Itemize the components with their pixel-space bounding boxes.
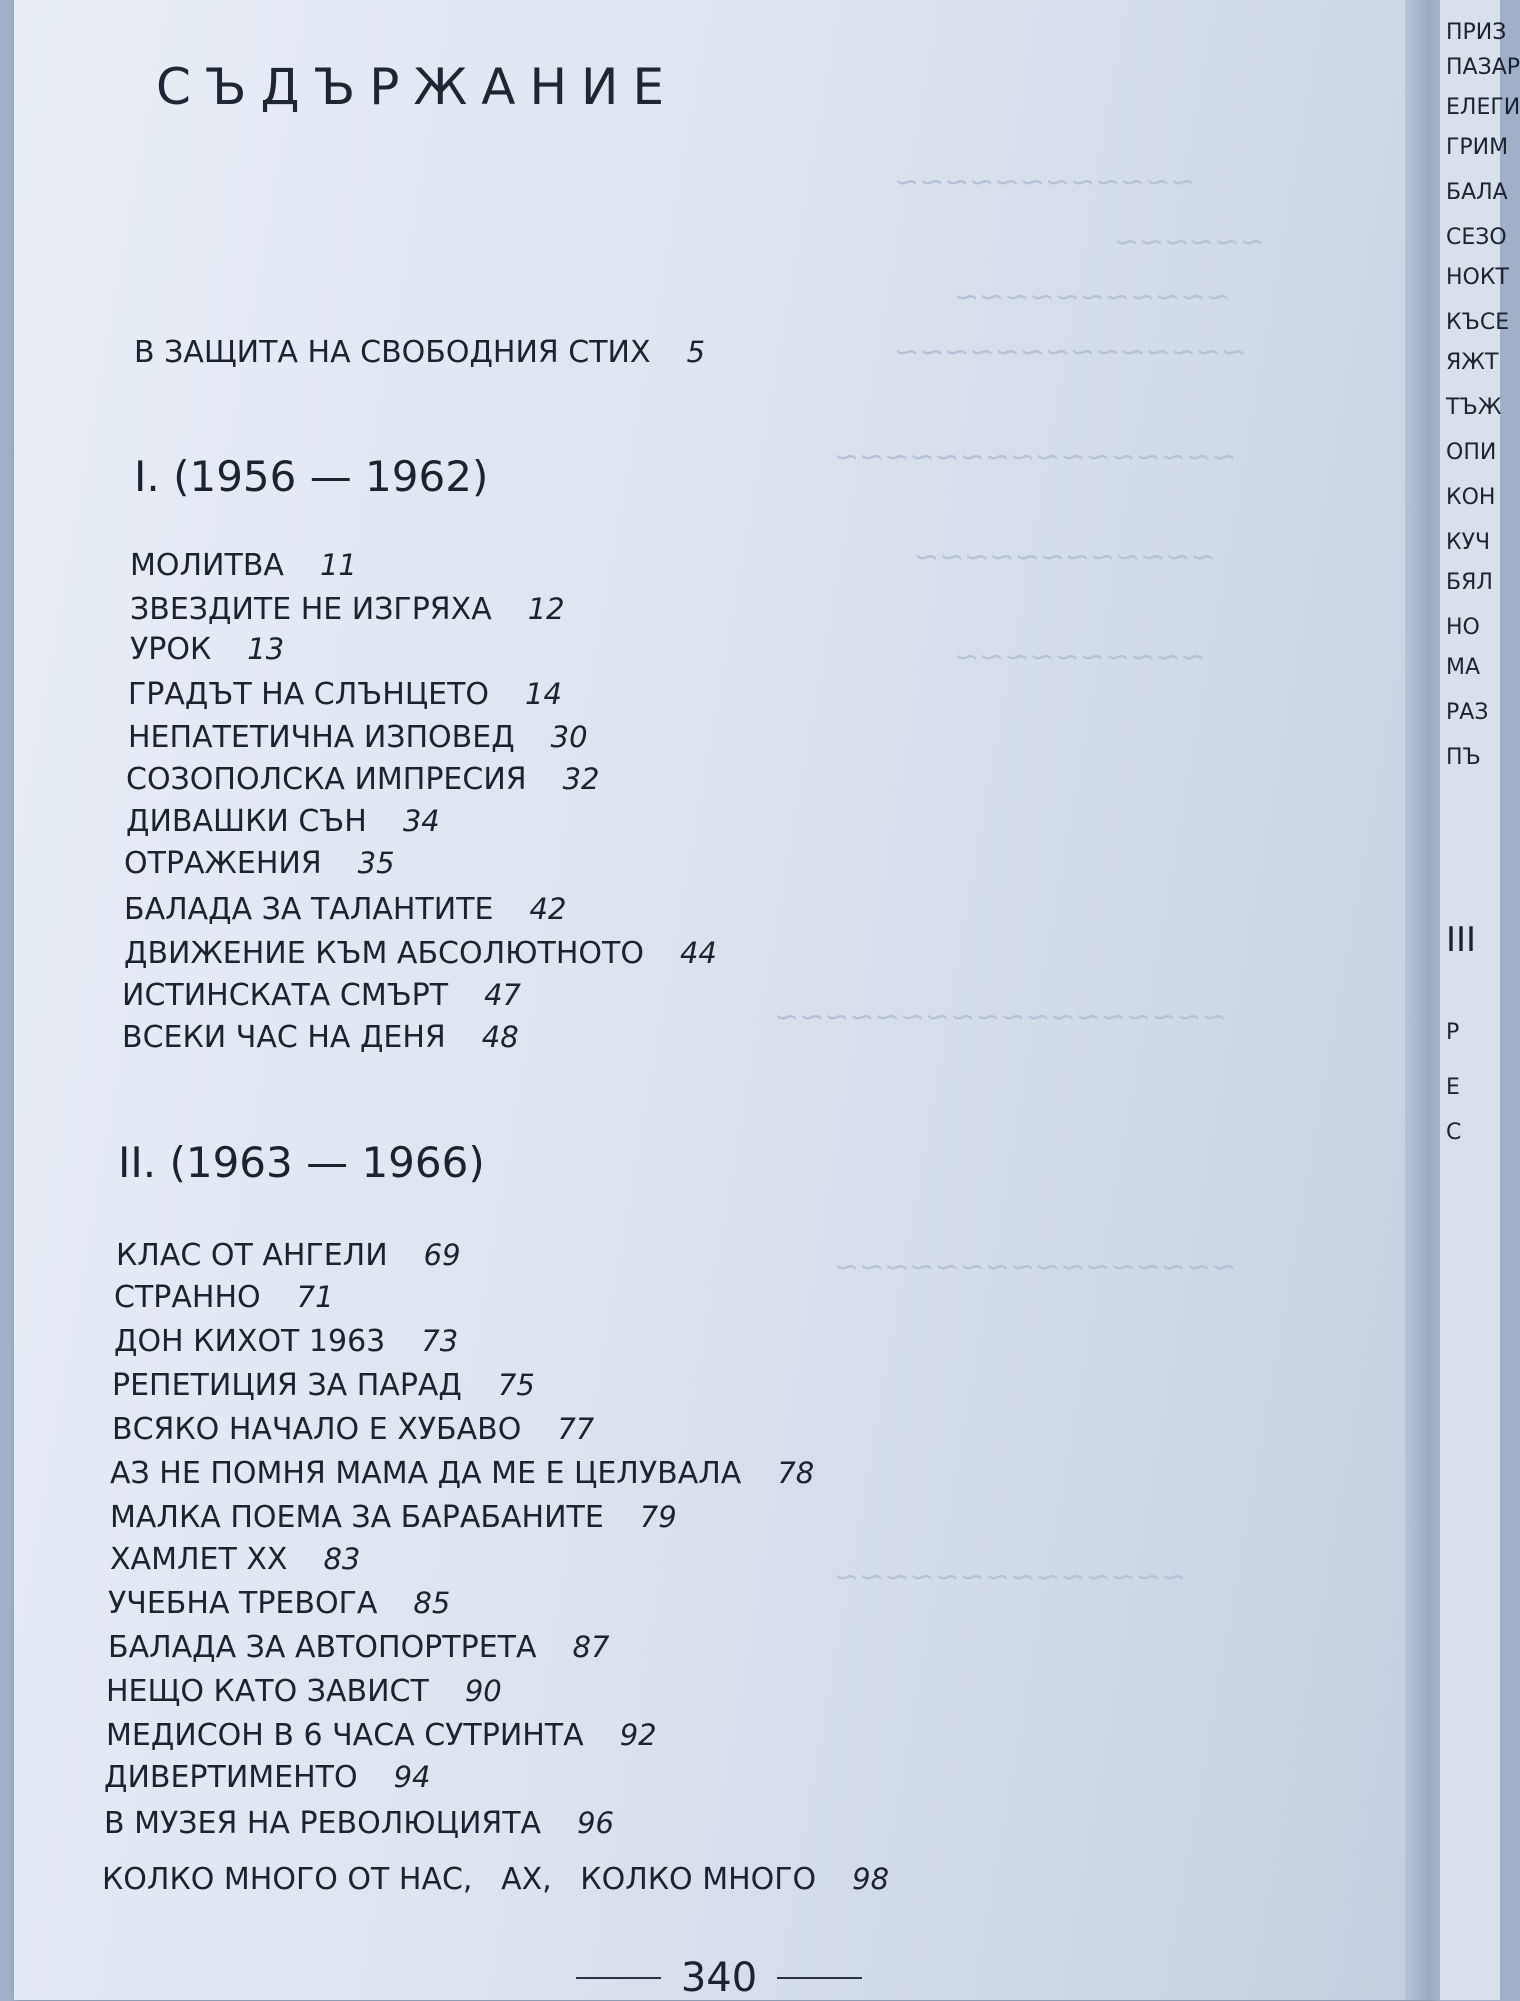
toc-entry (112, 1368, 535, 1403)
footer-rule-right (777, 1977, 862, 1979)
page-number-footer (529, 1955, 909, 2001)
toc-entry (128, 677, 562, 712)
show-through-text: ~~~~~~~~~~ (954, 640, 1206, 675)
book-page (14, 0, 1434, 2000)
adjacent-page-fragment: НО (1446, 615, 1480, 640)
entry-title: УЧЕБНА ТРЕВОГА (108, 1586, 378, 1621)
entry-title: ЗВЕЗДИТЕ НЕ ИЗГРЯХА (130, 592, 492, 627)
entry-page-number: 87 (572, 1630, 610, 1664)
entry-page-number: 69 (423, 1238, 461, 1272)
entry-title: БАЛАДА ЗА ТАЛАНТИТЕ (124, 892, 494, 927)
entry-page-number: 79 (639, 1500, 677, 1534)
toc-entry (124, 936, 717, 971)
entry-title: АЗ НЕ ПОМНЯ МАМА ДА МЕ Е ЦЕЛУВАЛА (110, 1456, 742, 1491)
adjacent-page-fragment: НОКТ (1446, 265, 1509, 290)
toc-entry (110, 1542, 360, 1577)
entry-title: НЕПАТЕТИЧНА ИЗПОВЕД (128, 720, 515, 755)
toc-entry (126, 762, 600, 797)
entry-title: В ЗАЩИТА НА СВОБОДНИЯ СТИХ (134, 335, 651, 370)
adjacent-page-fragment: МА (1446, 655, 1481, 680)
toc-entry (112, 1412, 594, 1447)
entry-title: РЕПЕТИЦИЯ ЗА ПАРАД (112, 1368, 462, 1403)
adjacent-page-fragment: СЕЗО (1446, 225, 1507, 250)
adjacent-page-fragment: ПРИЗ (1446, 20, 1507, 45)
adjacent-page-fragment: Р (1446, 1020, 1460, 1045)
entry-title: ДИВАШКИ СЪН (126, 804, 367, 839)
adjacent-page-fragment: БАЛА (1446, 180, 1508, 205)
entry-title: БАЛАДА ЗА АВТОПОРТРЕТА (108, 1630, 537, 1665)
entry-title: ВСЯКО НАЧАЛО Е ХУБАВО (112, 1412, 522, 1447)
entry-page-number: 73 (421, 1324, 459, 1358)
entry-title: УРОК (130, 632, 212, 667)
entry-page-number: 44 (679, 936, 717, 970)
adjacent-page-fragment: III (1446, 920, 1477, 960)
entry-title: ВСЕКИ ЧАС НА ДЕНЯ (122, 1020, 446, 1055)
entry-page-number: 96 (577, 1806, 614, 1840)
toc-entry (134, 335, 705, 370)
toc-entry (102, 1862, 889, 1897)
show-through-text: ~~~~~~~~~~~~~~~~ (834, 440, 1237, 475)
toc-entry (122, 1020, 519, 1055)
entry-page-number: 75 (497, 1368, 535, 1402)
book-gutter (1405, 0, 1445, 2000)
show-through-text: ~~~~~~~~~~~~ (894, 165, 1196, 200)
entry-page-number: 35 (357, 846, 395, 880)
adjacent-page-fragment: С (1446, 1120, 1462, 1145)
entry-page-number: 77 (557, 1412, 595, 1446)
toc-entry (106, 1674, 502, 1709)
page-title: СЪДЪРЖАНИЕ (156, 58, 679, 116)
adjacent-page-fragment: КУЧ (1446, 530, 1491, 555)
show-through-text: ~~~~~~~~~~~~~~~~~~ (774, 1000, 1227, 1035)
show-through-text: ~~~~~~~~~~~~ (914, 540, 1216, 575)
entry-title: СОЗОПОЛСКА ИМПРЕСИЯ (126, 762, 527, 797)
entry-page-number: 71 (296, 1280, 334, 1314)
entry-page-number: 48 (481, 1020, 519, 1054)
toc-entry (130, 592, 565, 627)
entry-title: СТРАННО (114, 1280, 261, 1315)
entry-page-number: 30 (550, 720, 588, 754)
toc-entry (116, 1238, 461, 1273)
adjacent-page-fragment: ЯЖТ (1446, 350, 1499, 375)
adjacent-page-fragment: КОН (1446, 485, 1496, 510)
entry-title: ОТРАЖЕНИЯ (124, 846, 322, 881)
toc-entry (110, 1456, 814, 1491)
adjacent-page (1440, 0, 1520, 2000)
toc-entry (110, 1500, 677, 1535)
section-heading: I. (1956 — 1962) (134, 452, 489, 501)
entry-page-number: 94 (393, 1760, 431, 1794)
entry-page-number: 83 (323, 1542, 361, 1576)
entry-title: ИСТИНСКАТА СМЪРТ (122, 978, 449, 1013)
toc-entry (114, 1280, 334, 1315)
toc-entry (108, 1586, 450, 1621)
entry-title: МЕДИСОН В 6 ЧАСА СУТРИНТА (106, 1718, 584, 1753)
adjacent-page-fragment: ТЪЖ (1446, 395, 1502, 420)
entry-title: КЛАС ОТ АНГЕЛИ (116, 1238, 388, 1273)
entry-page-number: 13 (247, 632, 285, 666)
adjacent-page-fragment: ЕЛЕГИ (1446, 95, 1520, 120)
entry-page-number: 5 (686, 335, 706, 369)
show-through-text: ~~~~~~~~~~~~~~ (894, 335, 1246, 370)
toc-entry (130, 548, 357, 583)
entry-page-number: 34 (402, 804, 440, 838)
entry-title: ХАМЛЕТ XX (110, 1542, 288, 1577)
entry-title: МАЛКА ПОЕМА ЗА БАРАБАНИТЕ (110, 1500, 604, 1535)
adjacent-page-fragment: КЪСЕ (1446, 310, 1510, 335)
toc-entry (106, 1718, 657, 1753)
entry-title: КОЛКО МНОГО ОТ НАС, АХ, КОЛКО МНОГО (102, 1862, 817, 1897)
adjacent-page-fragment: ПЪ (1446, 745, 1481, 770)
toc-entry (124, 846, 395, 881)
entry-page-number: 90 (464, 1674, 502, 1708)
toc-entry (104, 1760, 431, 1795)
show-through-text: ~~~~~~~~~~~~~~~~ (834, 1250, 1237, 1285)
adjacent-page-fragment: БЯЛ (1446, 570, 1493, 595)
entry-title: ДВИЖЕНИЕ КЪМ АБСОЛЮТНОТО (124, 936, 644, 971)
entry-title: ДИВЕРТИМЕНТО (104, 1760, 358, 1795)
adjacent-page-fragment: ОПИ (1446, 440, 1497, 465)
section-heading: II. (1963 — 1966) (118, 1138, 485, 1187)
entry-page-number: 14 (525, 677, 562, 711)
entry-title: НЕЩО КАТО ЗАВИСТ (106, 1674, 429, 1709)
entry-page-number: 98 (852, 1862, 890, 1896)
entry-page-number: 92 (619, 1718, 657, 1752)
entry-page-number: 78 (777, 1456, 815, 1490)
entry-page-number: 42 (529, 892, 567, 926)
entry-title: ГРАДЪТ НА СЛЪНЦЕТО (128, 677, 490, 712)
toc-entry (126, 804, 440, 839)
entry-page-number: 47 (484, 978, 521, 1012)
entry-page-number: 11 (319, 548, 357, 582)
toc-entry (130, 632, 284, 667)
entry-page-number: 32 (562, 762, 600, 796)
entry-title: ДОН КИХОТ 1963 (114, 1324, 386, 1359)
entry-page-number: 85 (413, 1586, 451, 1620)
show-through-text: ~~~~~~~~~~~ (954, 280, 1231, 315)
page-number: 340 (680, 1955, 758, 2001)
adjacent-page-fragment: РАЗ (1446, 700, 1489, 725)
toc-entry (108, 1630, 609, 1665)
toc-entry (114, 1324, 458, 1359)
entry-page-number: 12 (527, 592, 565, 626)
adjacent-page-fragment: ПАЗАР (1446, 55, 1520, 80)
entry-title: В МУЗЕЯ НА РЕВОЛЮЦИЯТА (104, 1806, 542, 1841)
show-through-text: ~~~~~~ (1114, 225, 1265, 260)
toc-entry (128, 720, 588, 755)
show-through-text: ~~~~~~~~~~~~~~ (834, 1560, 1186, 1595)
adjacent-page-fragment: ГРИМ (1446, 135, 1509, 160)
entry-title: МОЛИТВА (130, 548, 284, 583)
adjacent-page-fragment: Е (1446, 1075, 1460, 1100)
toc-entry (124, 892, 566, 927)
toc-entry (122, 978, 521, 1013)
footer-rule-left (576, 1977, 661, 1979)
toc-entry (104, 1806, 614, 1841)
